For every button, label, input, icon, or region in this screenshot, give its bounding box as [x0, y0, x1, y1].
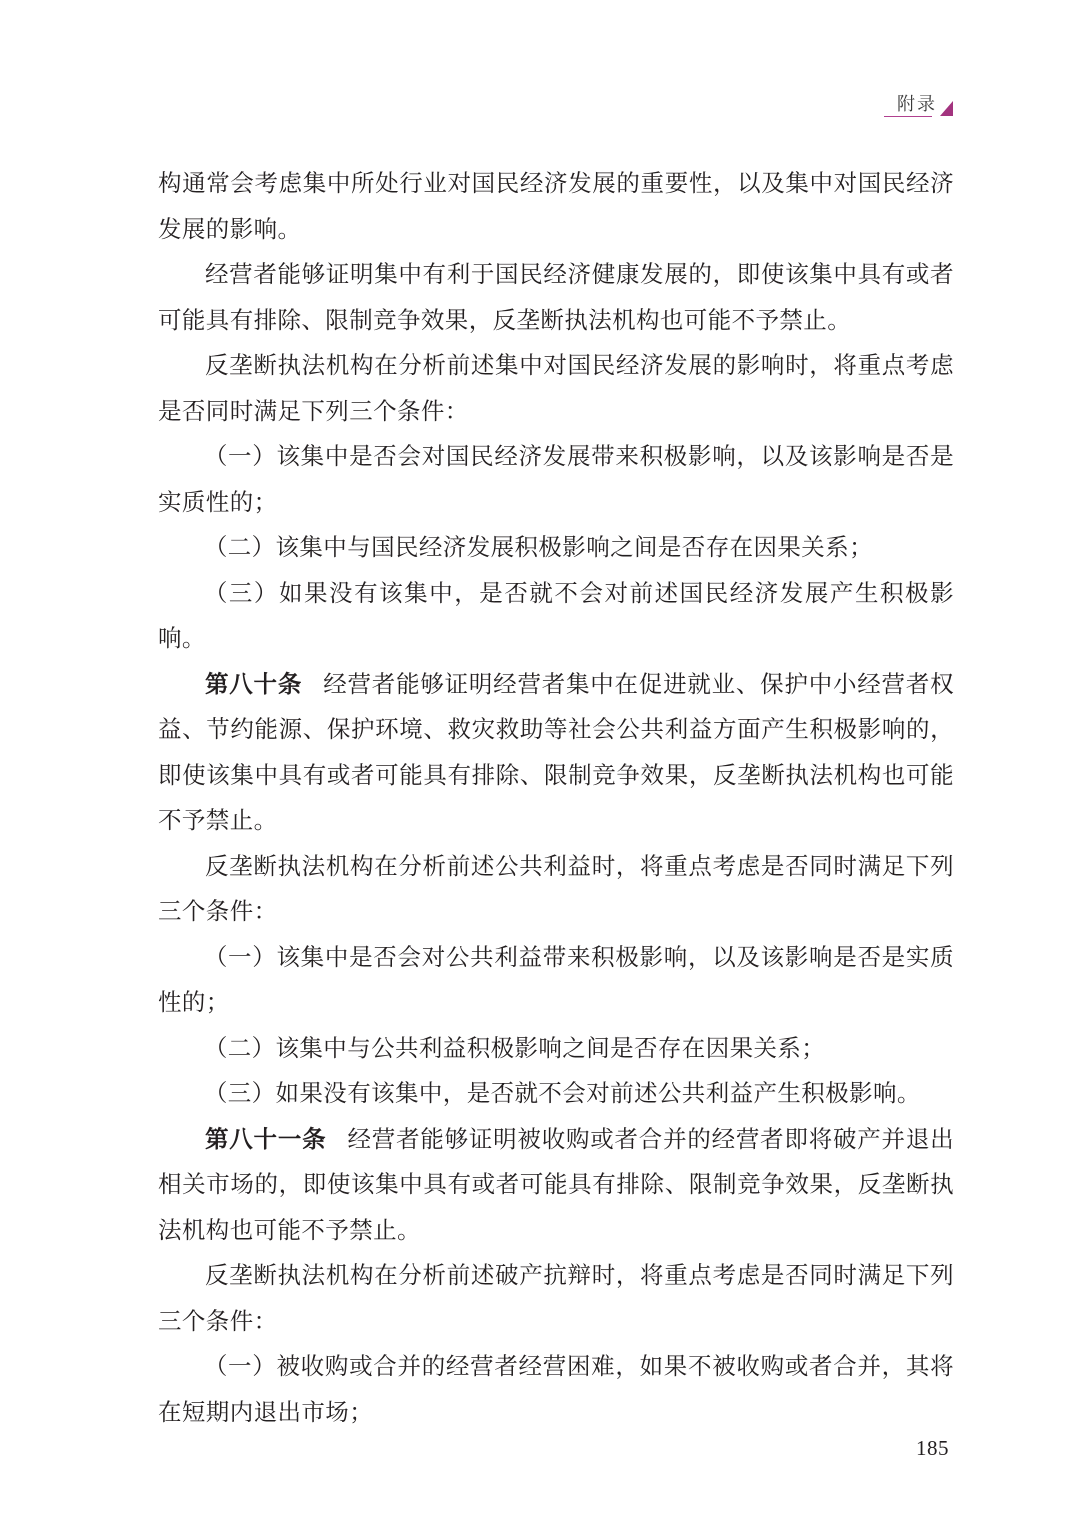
article-text: 经营者能够证明经营者集中在促进就业、保护中小经营者权益、节约能源、保护环境、救灾救助等社会公共利益方面产生积极影响的，即使该集中具有或者可能具有排除、限制竞争效果，反垄断执法机构也可能不予禁止。 [158, 669, 954, 834]
list-item: （三）如果没有该集中，是否就不会对前述国民经济发展产生积极影响。 [158, 578, 954, 652]
list-item: （一）该集中是否会对国民经济发展带来积极影响，以及该影响是否是实质性的； [158, 442, 954, 516]
page-number: 185 [916, 1436, 949, 1460]
list-item: （一）该集中是否会对公共利益带来积极影响，以及该影响是否是实质性的； [158, 942, 954, 1016]
header-rule [884, 116, 932, 117]
article-paragraph [158, 662, 954, 844]
list-item: （二）该集中与国民经济发展积极影响之间是否存在因果关系； [203, 533, 874, 561]
list-item: （一）被收购或合并的经营者经营困难，如果不被收购或者合并，其将在短期内退出市场； [158, 1352, 954, 1426]
paragraph: 反垄断执法机构在分析前述集中对国民经济发展的影响时，将重点考虑是否同时满足下列三个条件： [158, 351, 954, 425]
paragraph: 反垄断执法机构在分析前述公共利益时，将重点考虑是否同时满足下列三个条件： [158, 851, 954, 925]
article-text: 经营者能够证明被收购或者合并的经营者即将破产并退出相关市场的，即使该集中具有或者可能具有排除、限制竞争效果，反垄断执法机构也可能不予禁止。 [158, 1124, 955, 1244]
paragraph: 构通常会考虑集中所处行业对国民经济发展的重要性，以及集中对国民经济发展的影响。 [158, 169, 954, 243]
paragraph: 经营者能够证明集中有利于国民经济健康发展的，即使该集中具有或者可能具有排除、限制竞争效果，反垄断执法机构也可能不予禁止。 [158, 260, 954, 334]
article-number: 第八十条 [205, 669, 303, 698]
page-body [158, 161, 954, 1435]
running-header [880, 88, 960, 122]
list-item: （二）该集中与公共利益积极影响之间是否存在因果关系； [203, 1033, 826, 1062]
list-item: （三）如果没有该集中，是否就不会对前述公共利益产生积极影响。 [203, 1079, 921, 1107]
article-paragraph [158, 1117, 954, 1254]
article-number: 第八十一条 [205, 1124, 327, 1153]
header-corner-triangle-icon [940, 101, 953, 116]
paragraph: 反垄断执法机构在分析前述破产抗辩时，将重点考虑是否同时满足下列三个条件： [158, 1261, 954, 1335]
section-label: 附录 [897, 94, 937, 115]
